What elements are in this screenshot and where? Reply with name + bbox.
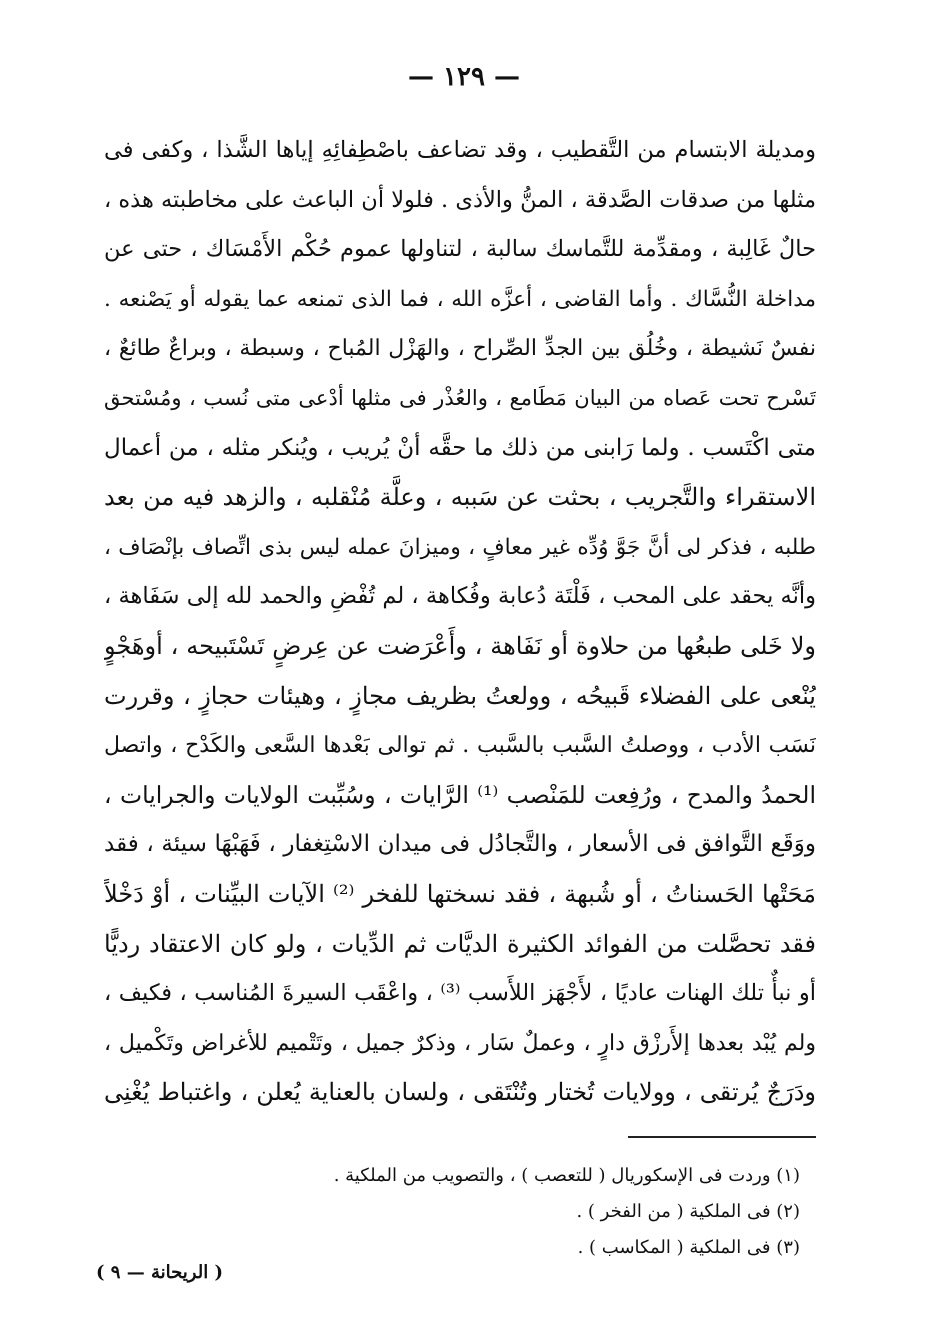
footnote: (٢) فى الملكية ( من الفخر ) . xyxy=(576,1201,800,1222)
body-line: ولم يُبْد بعدها إلأَرزْق دارٍ ، وعملٌ سَار ، وذكرٌ جميل ، وتَتْميم للأغراض وتَكْميل ، xyxy=(104,1030,816,1056)
body-line: الحمدُ والمدح ، ورُفِعت للمَنْصب ⁽¹⁾ الرَّايات ، وسُبِّبت الولايات والجرايات ، xyxy=(104,780,816,809)
body-line: ودَرَجٌ يُرتقى ، وولايات تُختار وتُنْتَقى ، ولسان بالعناية يُعلن ، واغتباط يُغْنِى xyxy=(104,1078,816,1107)
body-line: الاستقراء والتَّجريب ، بحثت عن سَببه ، وعلَّة مُنْقلبه ، والزهد فيه من بعد xyxy=(104,483,816,512)
body-line: حالٌ غَالِبة ، ومقدِّمة للتَّماسك سالبة ، لتناولها عموم حُكْم الأَمْسَاك ، حتى عن xyxy=(104,236,816,263)
footnote-divider xyxy=(628,1136,816,1138)
signature-mark: ( الريحانة — ٩ ) xyxy=(96,1262,223,1283)
footnotes xyxy=(200,1158,800,1266)
body-line: ووَقَع التَّوافق فى الأسعار ، والتَّجادُل فى ميدان الاسْتِغفار ، فَهَبْهَا سيئة ، فقد xyxy=(104,831,816,858)
body-text xyxy=(104,126,816,1118)
body-line: ولا خَلى طبعُها من حلاوة أو نَفَاهة ، وأَعْرَضت عن عِرضٍ تَسْتَبيحه ، أوهَجْوٍ xyxy=(104,631,816,660)
body-line: مَحَتْها الحَسناتُ ، أو شُبهة ، فقد نسختها للفخر ⁽²⁾ الآيات البيِّنات ، أوْ دَخْلاً xyxy=(104,879,816,908)
body-line: متى اكْتَسب . ولما رَابنى من ذلك ما حقَّه أنْ يُريب ، ويُنكر مثله ، من أعمال xyxy=(104,434,816,461)
body-line: يُنْعى على الفضلاء قَبيحُه ، وولعتُ بظريف مجازٍ ، وهيئات حجازٍ ، وقررت xyxy=(104,681,816,710)
body-line: ومديلة الابتسام من التَّقطيب ، وقد تضاعف باصْطِفائِهِ إياها الشَّذا ، وكفى فى xyxy=(104,137,816,163)
body-line: أو نبأٌ تلك الهنات عاديًا ، لأَجْهَز اللأَسب ⁽³⁾ ، واعْقَب السيرةَ المُناسب ، فكيف ، xyxy=(104,980,816,1007)
body-line: تَسْرح تحت عَصاه من البيان مَطَامع ، والعُذْر فى مثلها أدْعى متى نُسب ، ومُسْتحق xyxy=(104,385,816,410)
body-line: مداخلة النُّسَّاك . وأما القاضى ، أعزَّه الله ، فما الذى تمنعه عما يقوله أو يَصْنعه . xyxy=(104,286,816,312)
body-line: طلبه ، فذكر لى أنَّ جَوَّ وُدِّه غير معافٍ ، وميزانَ عمله ليس بذى اتِّصاف بإنْصَاف ، xyxy=(104,534,816,560)
body-line: نَسَب الأدب ، ووصلتُ السَّبب بالسَّبب . ثم توالى بَعْدها السَّعى والكَدْح ، واتصل xyxy=(104,733,816,759)
body-line: وأنَّه يحقد على المحب ، فَلْتَة دُعابة وفُكاهة ، لم تُفْضِ والحمد لله إلى سَفَاهة ، xyxy=(104,583,816,610)
body-line: نفسٌ نَشيطة ، وخُلُق بين الجدِّ الصِّراح ، والهَزْل المُباح ، وسبطة ، وبراعٌ طائعٌ ، xyxy=(104,336,816,362)
body-line: مثلها من صدقات الصَّدقة ، المنُّ والأذى . فلولا أن الباعث على مخاطبته هذه ، xyxy=(104,186,816,213)
body-line: فقد تحصَّلت من الفوائد الكثيرة الديَّات ثم الدِّيات ، ولو كان الاعتقاد رديًّا xyxy=(104,929,816,958)
footnote: (٣) فى الملكية ( المكاسب ) . xyxy=(577,1237,800,1258)
page-number: — ١٢٩ — xyxy=(407,62,521,92)
footnote: (١) وردت فى الإسكوريال ( للتعصب ) ، والتصويب من الملكية . xyxy=(333,1165,800,1186)
